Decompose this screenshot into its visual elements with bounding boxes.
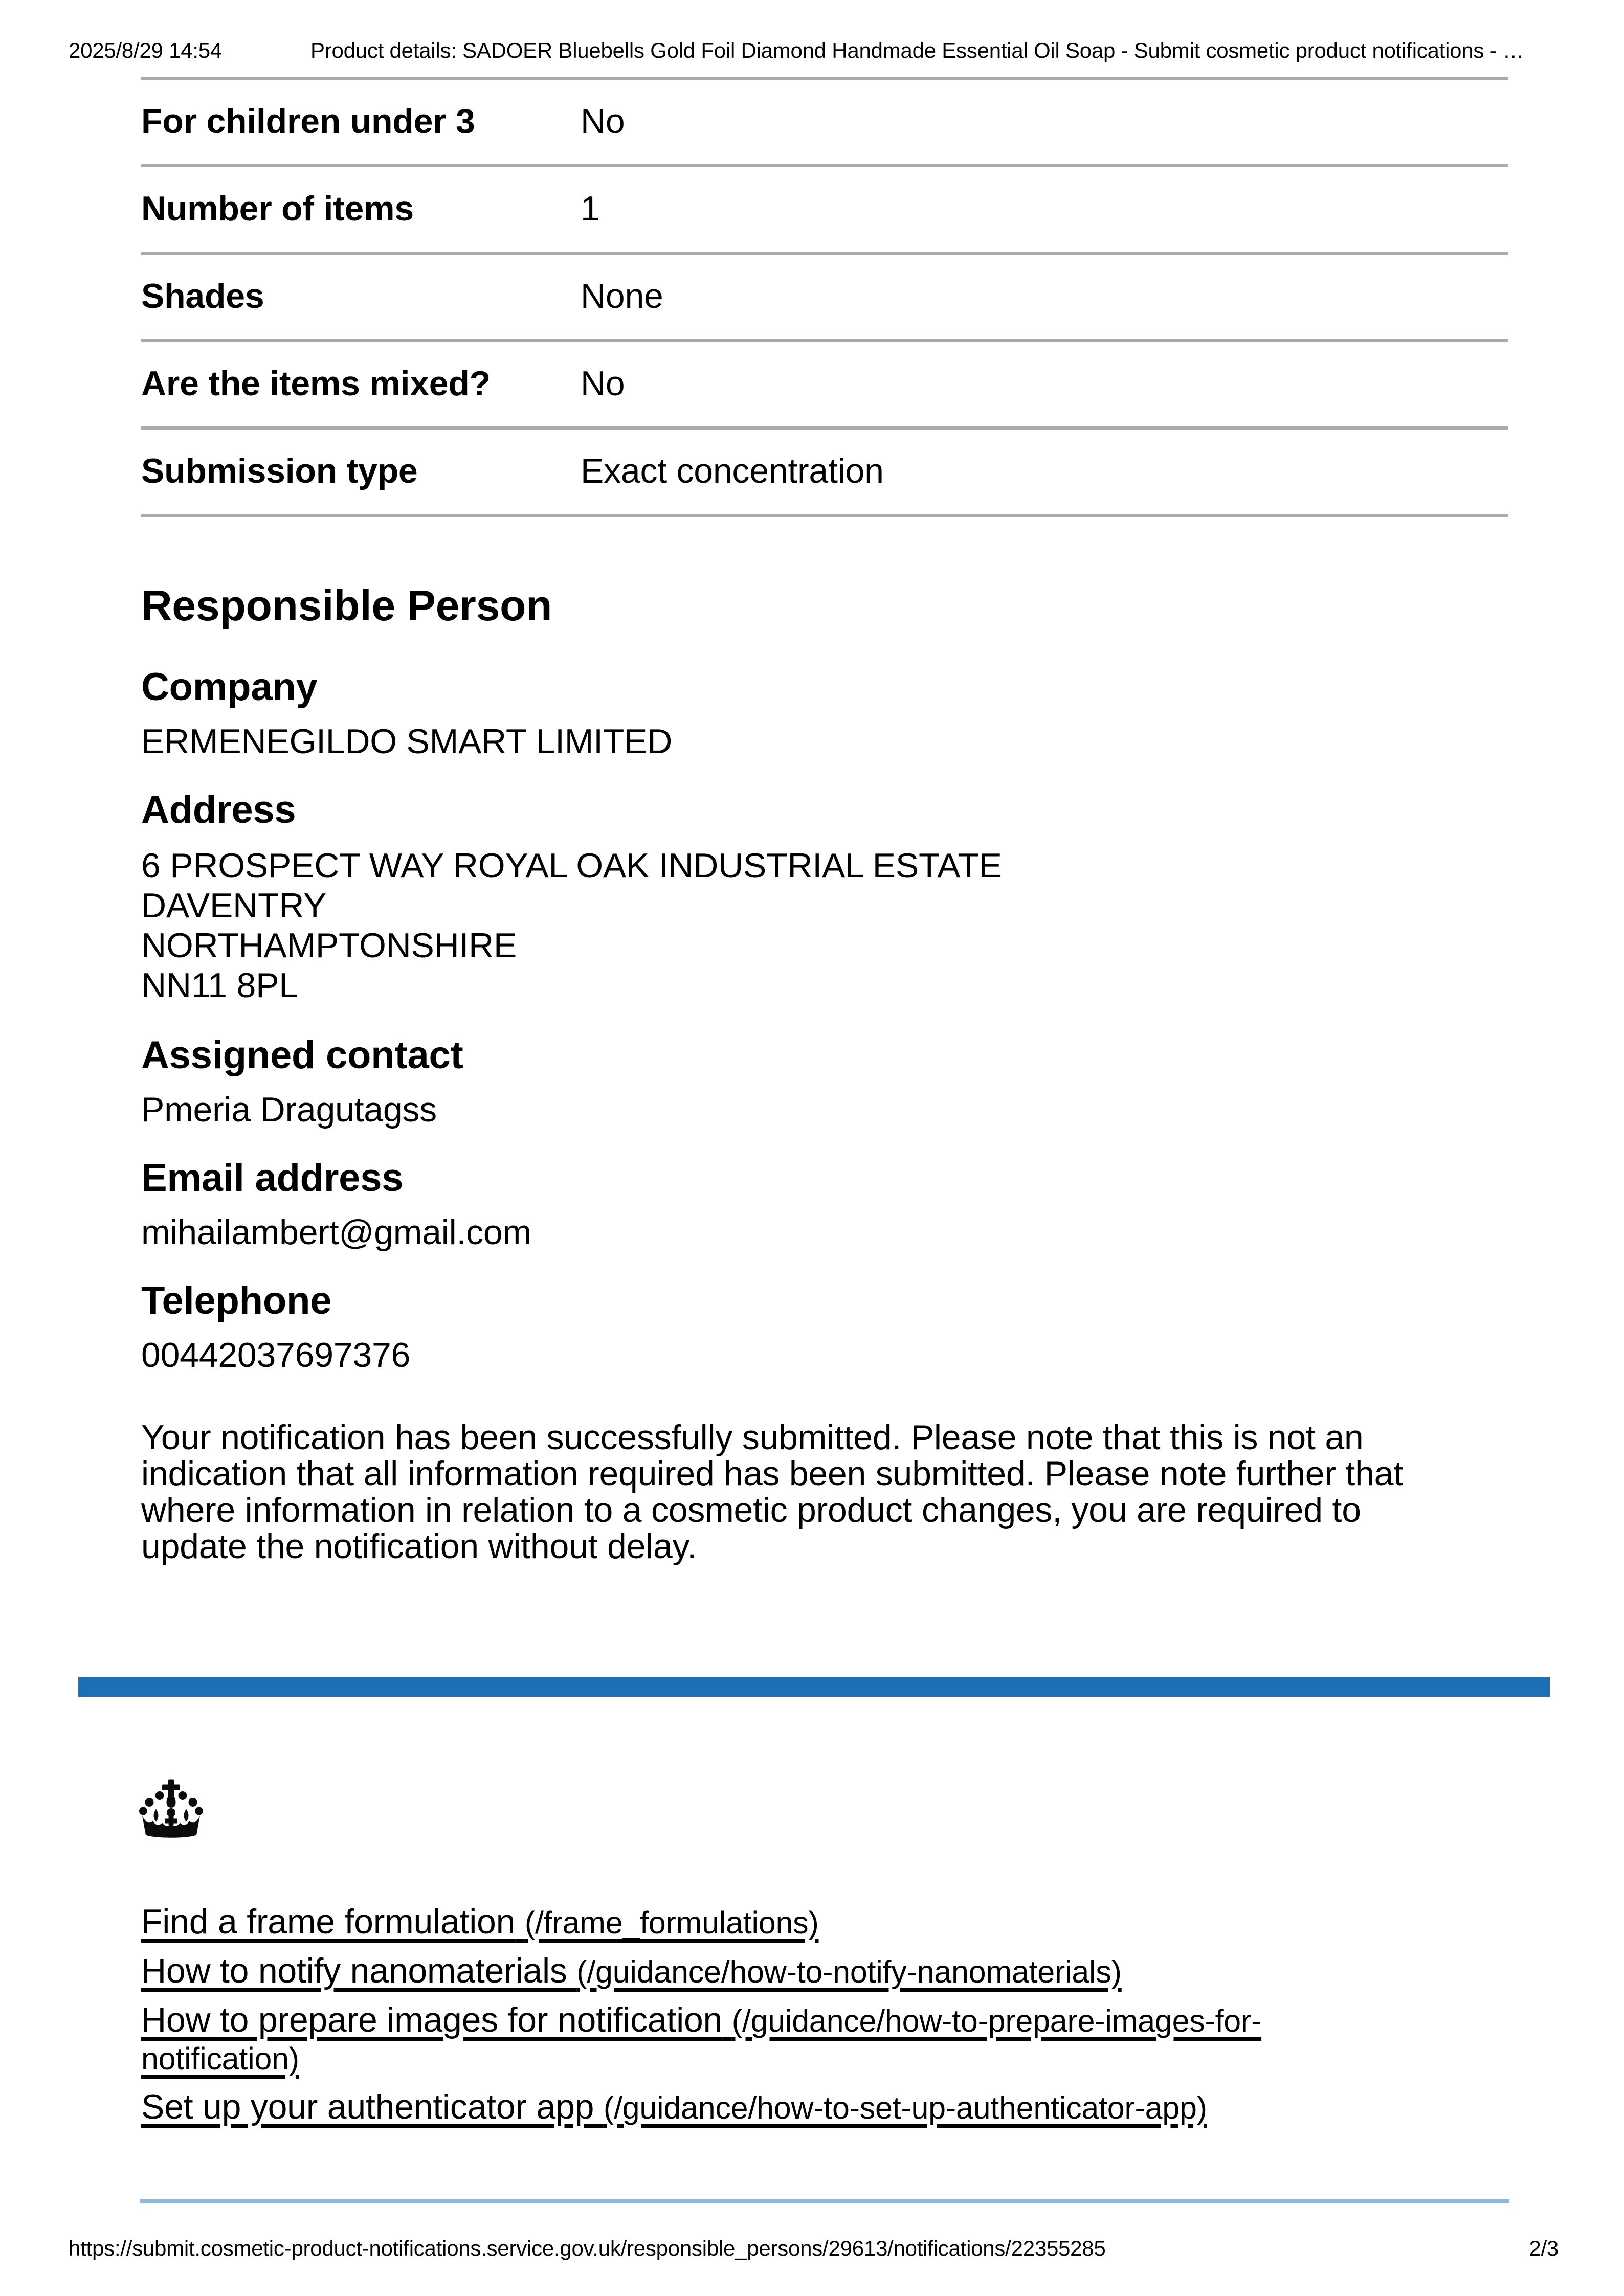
footer-links bbox=[141, 1903, 1394, 2137]
row-label: For children under 3 bbox=[141, 102, 475, 141]
link-notify-nanomaterials[interactable] bbox=[141, 1952, 1394, 1990]
table-row bbox=[141, 80, 1508, 167]
link-href: (/frame_formulations) bbox=[524, 1905, 819, 1940]
crown-icon bbox=[139, 1778, 203, 1840]
address-line: NN11 8PL bbox=[141, 966, 298, 1005]
print-header-datetime: 2025/8/29 14:54 bbox=[69, 38, 223, 62]
content-column bbox=[141, 77, 1508, 1565]
company-value: ERMENEGILDO SMART LIMITED bbox=[141, 722, 673, 761]
blue-divider-bar bbox=[78, 1677, 1550, 1697]
product-details-table bbox=[141, 77, 1508, 517]
submission-notice: Your notification has been successfully submitted. Please note that this is not an indication that all information required has been submitted. Please note further that where information in relation to a cosmetic product changes, you are required to update the notification without delay. bbox=[141, 1418, 1403, 1566]
row-label: Shades bbox=[141, 277, 264, 316]
address-line: 6 PROSPECT WAY ROYAL OAK INDUSTRIAL ESTATE bbox=[141, 846, 1002, 885]
link-label: Set up your authenticator app bbox=[141, 2087, 594, 2126]
telephone-value: 00442037697376 bbox=[141, 1336, 411, 1375]
address-line: NORTHAMPTONSHIRE bbox=[141, 926, 517, 965]
print-footer-url: https://submit.cosmetic-product-notifications.service.gov.uk/responsible_persons/29613/notifications/22355285 bbox=[69, 2236, 1106, 2260]
assigned-contact-value: Pmeria Dragutagss bbox=[141, 1090, 437, 1129]
company-label: Company bbox=[141, 665, 318, 709]
link-href: (/guidance/how-to-prepare-images-for-notification) bbox=[141, 2004, 1262, 2076]
assigned-contact-label: Assigned contact bbox=[141, 1033, 463, 1077]
table-row bbox=[141, 167, 1508, 255]
print-footer-page-indicator: 2/3 bbox=[1529, 2236, 1559, 2260]
link-label: How to notify nanomaterials bbox=[141, 1951, 567, 1990]
table-row bbox=[141, 430, 1508, 517]
responsible-person-heading: Responsible Person bbox=[141, 581, 552, 629]
link-label: How to prepare images for notification bbox=[141, 2000, 723, 2039]
link-href: (/guidance/how-to-set-up-authenticator-app) bbox=[603, 2090, 1207, 2125]
link-href: (/guidance/how-to-notify-nanomaterials) bbox=[576, 1954, 1122, 1989]
row-label: Are the items mixed? bbox=[141, 364, 491, 403]
row-label: Submission type bbox=[141, 452, 418, 490]
address-line: DAVENTRY bbox=[141, 886, 327, 925]
link-frame-formulation[interactable] bbox=[141, 1903, 1394, 1941]
row-value: No bbox=[581, 364, 625, 403]
address-value bbox=[141, 846, 1508, 1005]
link-label: Find a frame formulation bbox=[141, 1902, 516, 1941]
row-value: No bbox=[581, 102, 625, 141]
table-row bbox=[141, 342, 1508, 430]
print-header-document-title: Product details: SADOER Bluebells Gold Foil Diamond Handmade Essential Oil Soap - Submit cosmetic product notifications - … bbox=[310, 38, 1524, 62]
table-row bbox=[141, 255, 1508, 342]
link-prepare-images[interactable] bbox=[141, 2001, 1394, 2077]
email-label: Email address bbox=[141, 1156, 404, 1200]
address-label: Address bbox=[141, 788, 296, 831]
telephone-label: Telephone bbox=[141, 1279, 332, 1322]
link-authenticator-app[interactable] bbox=[141, 2088, 1394, 2126]
email-value: mihailambert@gmail.com bbox=[141, 1213, 531, 1252]
light-blue-divider-bar bbox=[140, 2199, 1509, 2203]
row-value: None bbox=[581, 277, 663, 316]
row-value: Exact concentration bbox=[581, 452, 884, 490]
row-label: Number of items bbox=[141, 189, 414, 228]
row-value: 1 bbox=[581, 189, 600, 228]
